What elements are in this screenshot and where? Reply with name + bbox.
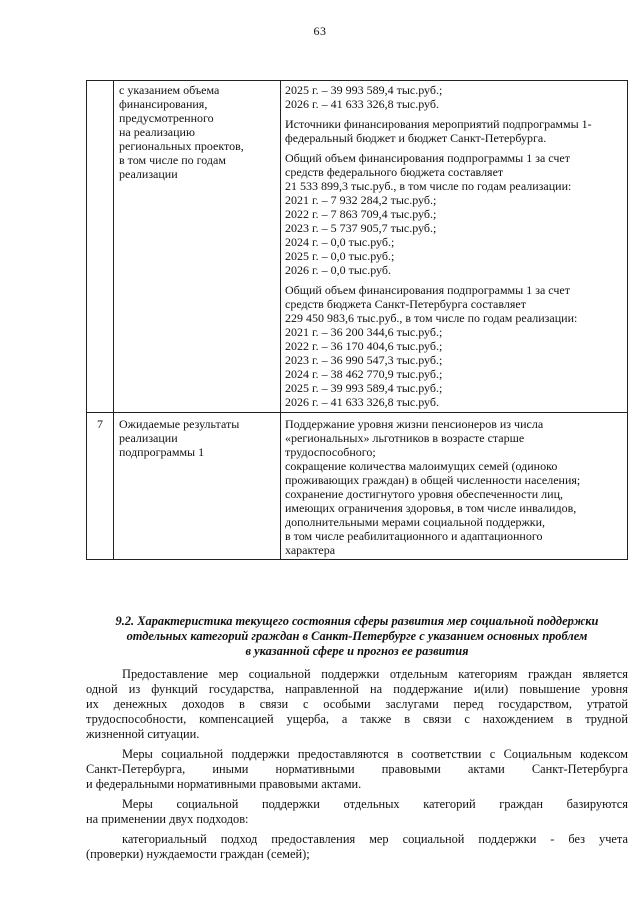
financing-line: 2023 г. – 5 737 905,7 тыс.руб.; — [285, 221, 437, 235]
row-label-line: Ожидаемые результаты — [119, 417, 240, 431]
row-label-line: реализации — [119, 167, 178, 181]
row-label-line: финансирования, — [119, 97, 208, 111]
paragraph-line: жизненной ситуации. — [86, 727, 200, 741]
row-label-line: предусмотренного — [119, 111, 214, 125]
row-label-line: на реализацию — [119, 125, 195, 139]
row-label-line: реализации — [119, 431, 178, 445]
financing-line: 2023 г. – 36 990 547,3 тыс.руб.; — [285, 353, 443, 367]
financing-sources-block — [285, 117, 624, 145]
row-value-cell — [281, 413, 628, 560]
section-heading-line: в указанной сфере и прогноз ее развития — [245, 644, 469, 658]
result-line: «региональных» льготников в возрасте старше — [285, 431, 525, 445]
row-number-cell: 7 — [87, 413, 114, 560]
paragraph — [86, 797, 628, 827]
result-line: трудоспособного; — [285, 445, 376, 459]
financing-line: федеральный бюджет и бюджет Санкт-Петербурга. — [285, 131, 547, 145]
paragraph-line: и федеральными нормативными правовыми актами. — [86, 777, 362, 791]
table-row-expected-results — [87, 413, 628, 560]
paragraph — [86, 747, 628, 792]
financing-line: 2022 г. – 7 863 709,4 тыс.руб.; — [285, 207, 437, 221]
paragraph-line: Меры социальной поддержки отдельных категорий граждан базируются — [122, 797, 628, 811]
result-line: в том числе реабилитационного и адаптационного — [285, 529, 543, 543]
program-passport-table — [86, 80, 628, 560]
row-label-line: с указанием объема — [119, 83, 220, 97]
result-line: характера — [285, 543, 336, 557]
financing-line: 2026 г. – 0,0 тыс.руб. — [285, 263, 391, 277]
financing-line: 229 450 983,6 тыс.руб., в том числе по годам реализации: — [285, 311, 578, 325]
financing-line: средств бюджета Санкт-Петербурга составляет — [285, 297, 526, 311]
section-heading-line: отдельных категорий граждан в Санкт-Петербурге с указанием основных проблем — [126, 629, 588, 643]
financing-line: 2022 г. – 36 170 404,6 тыс.руб.; — [285, 339, 443, 353]
paragraph-line: Санкт-Петербурга, иными нормативными правовыми актами Санкт-Петербурга — [86, 762, 628, 776]
financing-line: средств федерального бюджета составляет — [285, 165, 504, 179]
row-label-line: региональных проектов, — [119, 139, 244, 153]
section-heading — [86, 614, 628, 659]
row-label-line: в том числе по годам — [119, 153, 226, 167]
row-number-cell — [87, 81, 114, 413]
result-line: имеющих ограничения здоровья, в том числе инвалидов, — [285, 501, 577, 515]
result-line: Поддержание уровня жизни пенсионеров из числа — [285, 417, 544, 431]
paragraph-line: Предоставление мер социальной поддержки отдельным категориям граждан является — [122, 667, 628, 681]
financing-line: 2026 г. – 41 633 326,8 тыс.руб. — [285, 395, 439, 409]
page-number: 63 — [313, 24, 327, 38]
financing-line: 2026 г. – 41 633 326,8 тыс.руб. — [285, 97, 439, 111]
paragraph-line: категориальный подход предоставления мер социальной поддержки - без учета — [122, 832, 628, 846]
financing-years-block — [285, 83, 624, 111]
financing-line: Общий объем финансирования подпрограммы 1 за счет — [285, 151, 570, 165]
financing-line: 2025 г. – 39 993 589,4 тыс.руб.; — [285, 83, 443, 97]
paragraph — [86, 832, 628, 862]
financing-line: 2021 г. – 7 932 284,2 тыс.руб.; — [285, 193, 437, 207]
paragraph-line: Меры социальной поддержки предоставляются в соответствии с Социальным кодексом — [122, 747, 628, 761]
result-line: проживающих граждан) в общей численности населения; — [285, 473, 581, 487]
city-budget-block — [285, 283, 624, 409]
financing-line: 2025 г. – 0,0 тыс.руб.; — [285, 249, 395, 263]
financing-line: 2024 г. – 0,0 тыс.руб.; — [285, 235, 395, 249]
section-body — [86, 667, 628, 867]
paragraph-line: их денежных доходов в связи с особыми заслугами перед государством, утратой — [86, 697, 628, 711]
paragraph — [86, 667, 628, 742]
result-line: сокращение количества малоимущих семей (одиноко — [285, 459, 558, 473]
paragraph-line: трудоспособности, компенсацией ущерба, а также в связи с нахождением в трудной — [86, 712, 628, 726]
row-label-cell — [114, 81, 281, 413]
section-heading-line: 9.2. Характеристика текущего состояния сферы развития мер социальной поддержки — [115, 614, 599, 628]
financing-line: Источники финансирования мероприятий подпрограммы 1- — [285, 117, 592, 131]
paragraph-line: одной из функций государства, направленной на поддержание и(или) повышение уровня — [86, 682, 628, 696]
financing-line: 2021 г. – 36 200 344,6 тыс.руб.; — [285, 325, 443, 339]
result-line: дополнительными мерами социальной поддержки, — [285, 515, 546, 529]
financing-line: 2025 г. – 39 993 589,4 тыс.руб.; — [285, 381, 443, 395]
federal-budget-block — [285, 151, 624, 277]
row-label-cell — [114, 413, 281, 560]
result-line: сохранение достигнутого уровня обеспеченности лиц, — [285, 487, 564, 501]
row-value-cell — [281, 81, 628, 413]
financing-line: Общий объем финансирования подпрограммы 1 за счет — [285, 283, 570, 297]
financing-line: 2024 г. – 38 462 770,9 тыс.руб.; — [285, 367, 443, 381]
table-row-financing — [87, 81, 628, 413]
row-label-line: подпрограммы 1 — [119, 445, 205, 459]
paragraph-line: (проверки) нуждаемости граждан (семей); — [86, 847, 310, 861]
paragraph-line: на применении двух подходов: — [86, 812, 249, 826]
financing-line: 21 533 899,3 тыс.руб., в том числе по годам реализации: — [285, 179, 572, 193]
